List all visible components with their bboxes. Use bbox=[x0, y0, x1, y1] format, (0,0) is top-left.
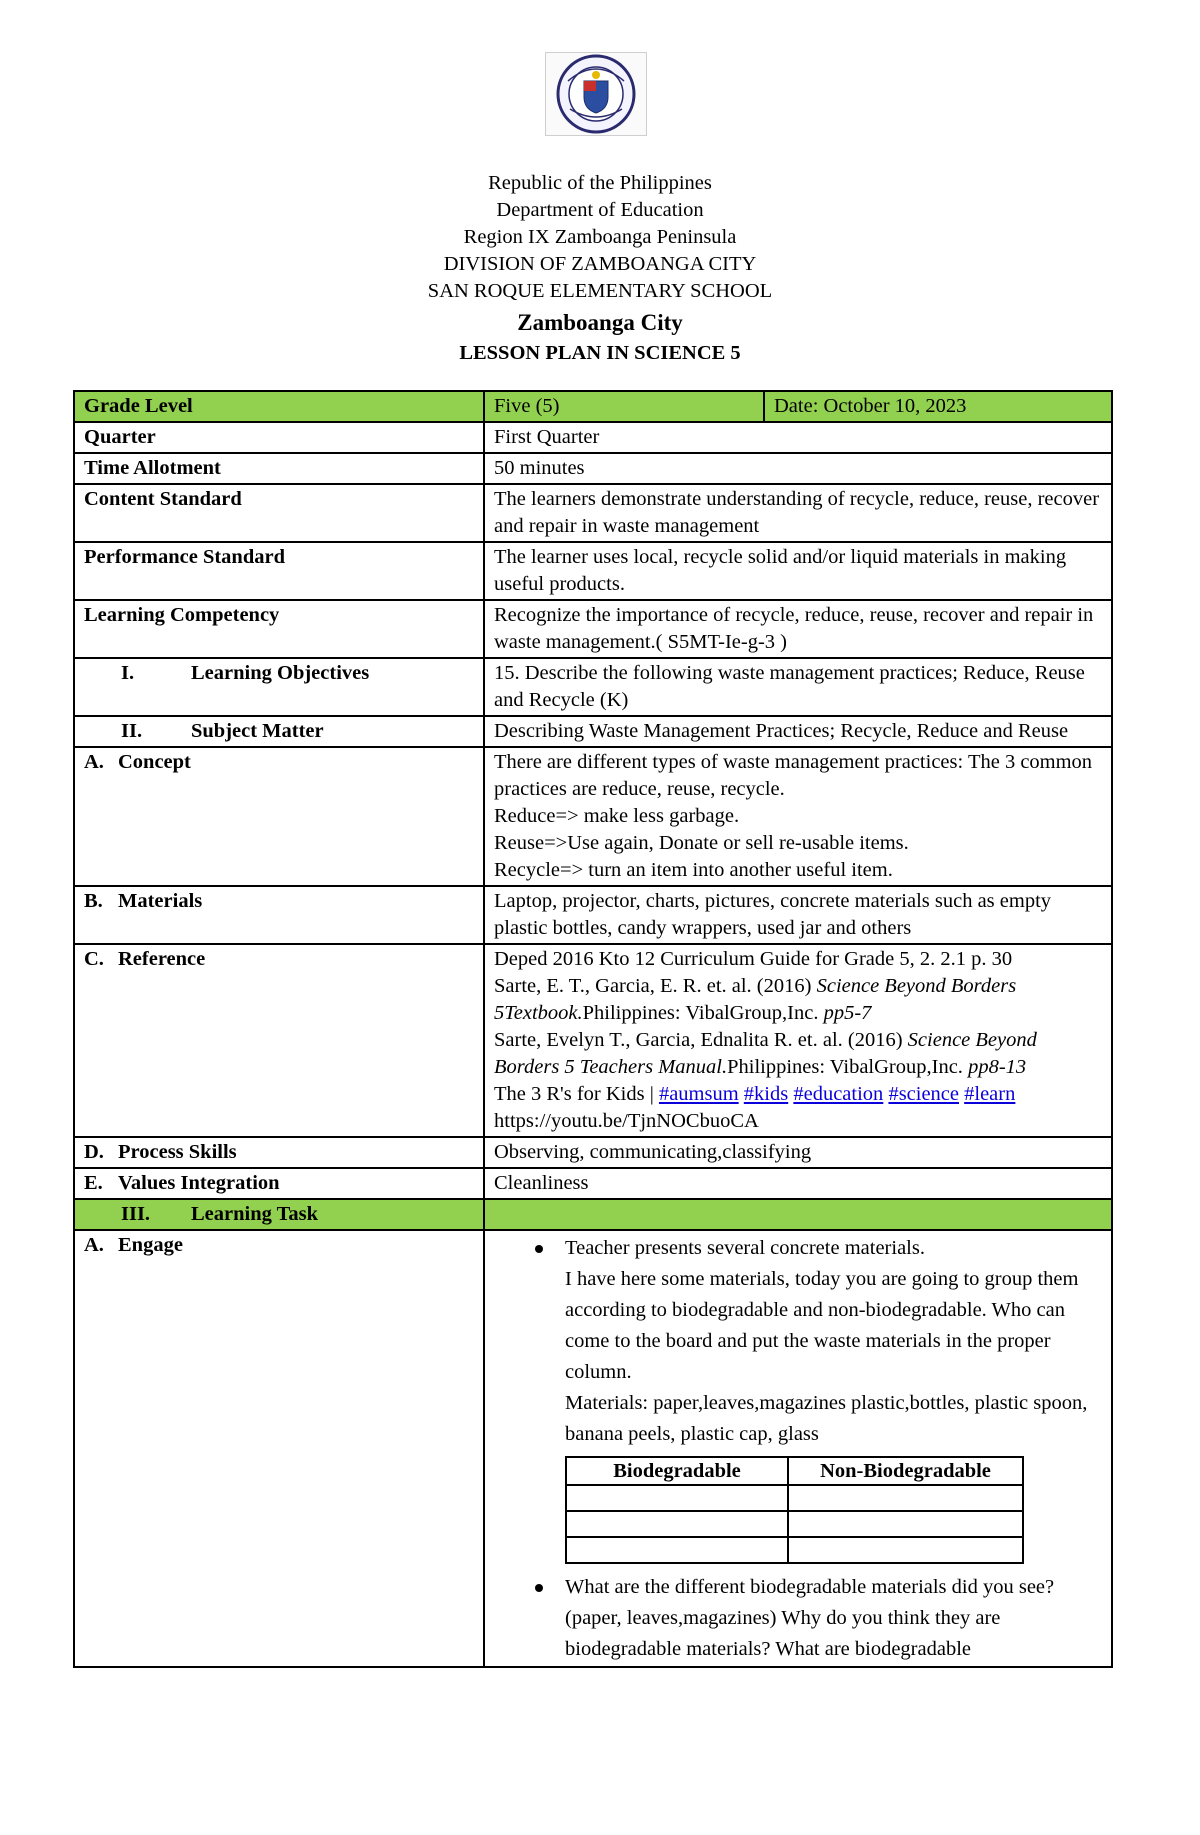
section-number: I. bbox=[121, 662, 135, 684]
hashtag-link-aumsum[interactable]: #aumsum bbox=[658, 1083, 739, 1105]
reference-video bbox=[494, 1081, 1102, 1108]
engage-line: Materials: paper,leaves,magazines plastic,bottles, plastic spoon, banana peels, plastic cap, glass bbox=[565, 1392, 1088, 1445]
document-header bbox=[0, 170, 1200, 367]
quarter-value: First Quarter bbox=[484, 422, 1112, 453]
process-skills-value: Observing, communicating,classifying bbox=[484, 1137, 1112, 1168]
ref-authors: Sarte, E. T., Garcia, E. R. et. al. (2016) bbox=[494, 975, 817, 997]
quarter-label: Quarter bbox=[74, 422, 484, 453]
reference-value bbox=[484, 944, 1112, 1137]
ref-publisher: Philippines: VibalGroup,Inc. bbox=[727, 1056, 969, 1078]
sorting-table-header bbox=[566, 1457, 1023, 1485]
engage-bullet-list bbox=[494, 1233, 1102, 1665]
sorting-table bbox=[565, 1456, 1024, 1564]
video-title: The 3 R's for Kids | bbox=[494, 1083, 659, 1105]
section-title: Learning Task bbox=[191, 1203, 319, 1225]
concept-line: Recycle=> turn an item into another useful item. bbox=[494, 859, 893, 881]
content-standard-value: The learners demonstrate understanding of recycle, reduce, reuse, recover and repair in waste management bbox=[484, 484, 1112, 542]
hashtag-link-learn[interactable]: #learn bbox=[964, 1083, 1016, 1105]
row-learning-competency bbox=[74, 600, 1112, 658]
subject-matter-label bbox=[74, 716, 484, 747]
empty-cell bbox=[788, 1485, 1023, 1511]
subsection-title: Reference bbox=[118, 948, 206, 970]
hashtag-link-education[interactable]: #education bbox=[793, 1083, 884, 1105]
engage-label bbox=[74, 1230, 484, 1667]
row-content-standard bbox=[74, 484, 1112, 542]
materials-value: Laptop, projector, charts, pictures, concrete materials such as empty plastic bottles, candy wrappers, used jar and others bbox=[484, 886, 1112, 944]
empty-cell bbox=[566, 1537, 788, 1563]
subsection-letter: E. bbox=[84, 1172, 103, 1194]
content-standard-label: Content Standard bbox=[74, 484, 484, 542]
row-subject-matter bbox=[74, 716, 1112, 747]
ref-pages: pp5-7 bbox=[823, 1002, 872, 1024]
row-concept bbox=[74, 747, 1112, 886]
values-integration-value: Cleanliness bbox=[484, 1168, 1112, 1199]
empty-cell bbox=[788, 1537, 1023, 1563]
learning-objectives-value: 15. Describe the following waste management practices; Reduce, Reuse and Recycle (K) bbox=[484, 658, 1112, 716]
row-time-allotment bbox=[74, 453, 1112, 484]
bullet-icon bbox=[535, 1245, 543, 1253]
row-quarter bbox=[74, 422, 1112, 453]
reference-curriculum-guide: Deped 2016 Kto 12 Curriculum Guide for Grade 5, 2. 2.1 p. 30 bbox=[494, 948, 1013, 970]
subsection-letter: A. bbox=[84, 751, 104, 773]
empty-cell bbox=[566, 1511, 788, 1537]
subsection-letter: A. bbox=[84, 1234, 104, 1256]
grade-level-value: Five (5) bbox=[484, 391, 764, 422]
learning-objectives-label bbox=[74, 658, 484, 716]
bullet-icon bbox=[535, 1584, 543, 1592]
row-learning-objectives bbox=[74, 658, 1112, 716]
row-engage bbox=[74, 1230, 1112, 1667]
performance-standard-label: Performance Standard bbox=[74, 542, 484, 600]
hashtag-link-science[interactable]: #science bbox=[888, 1083, 960, 1105]
performance-standard-value: The learner uses local, recycle solid and/or liquid materials in making useful products. bbox=[484, 542, 1112, 600]
concept-line: There are different types of waste management practices: The 3 common practices are reduce, reuse, recycle. bbox=[494, 751, 1093, 800]
learning-task-value bbox=[484, 1199, 1112, 1230]
hashtag-link-kids[interactable]: #kids bbox=[743, 1083, 789, 1105]
header-line-republic: Republic of the Philippines bbox=[488, 172, 712, 194]
ref-pages: pp8-13 bbox=[968, 1056, 1027, 1078]
table-row bbox=[566, 1537, 1023, 1563]
section-number: II. bbox=[121, 720, 143, 742]
reference-teachers-manual bbox=[494, 1027, 1102, 1081]
header-line-school: SAN ROQUE ELEMENTARY SCHOOL bbox=[427, 280, 773, 302]
date-value: Date: October 10, 2023 bbox=[764, 391, 1112, 422]
learning-competency-label: Learning Competency bbox=[74, 600, 484, 658]
subsection-title: Concept bbox=[118, 751, 191, 773]
time-allotment-label: Time Allotment bbox=[74, 453, 484, 484]
section-title: Subject Matter bbox=[191, 720, 324, 742]
process-skills-label bbox=[74, 1137, 484, 1168]
empty-cell bbox=[566, 1485, 788, 1511]
row-process-skills bbox=[74, 1137, 1112, 1168]
row-reference bbox=[74, 944, 1112, 1137]
list-item bbox=[494, 1233, 1102, 1564]
engage-content bbox=[484, 1230, 1112, 1667]
row-values-integration bbox=[74, 1168, 1112, 1199]
engage-question: What are the different biodegradable materials did you see? (paper, leaves,magazines) Why do you think they are biodegradable materials? What are biodegradable bbox=[565, 1576, 1055, 1660]
header-line-department: Department of Education bbox=[496, 199, 704, 221]
ref-title: Science Beyond Borders 5 Teachers Manual. bbox=[494, 1029, 1037, 1078]
subsection-letter: C. bbox=[84, 948, 104, 970]
learning-competency-value: Recognize the importance of recycle, reduce, reuse, recover and repair in waste management.( S5MT-Ie-g-3 ) bbox=[484, 600, 1112, 658]
row-materials bbox=[74, 886, 1112, 944]
concept-value bbox=[484, 747, 1112, 886]
section-title: Learning Objectives bbox=[191, 662, 370, 684]
materials-label bbox=[74, 886, 484, 944]
subject-matter-value: Describing Waste Management Practices; Recycle, Reduce and Reuse bbox=[484, 716, 1112, 747]
header-line-region: Region IX Zamboanga Peninsula bbox=[463, 226, 737, 248]
row-performance-standard bbox=[74, 542, 1112, 600]
biodegradable-header: Biodegradable bbox=[566, 1457, 788, 1485]
row-learning-task bbox=[74, 1199, 1112, 1230]
time-allotment-value: 50 minutes bbox=[484, 453, 1112, 484]
subsection-title: Process Skills bbox=[118, 1141, 237, 1163]
video-url: https://youtu.be/TjnNOCbuoCA bbox=[494, 1110, 759, 1132]
header-line-division: DIVISION OF ZAMBOANGA CITY bbox=[443, 253, 757, 275]
concept-line: Reduce=> make less garbage. bbox=[494, 805, 740, 827]
reference-label bbox=[74, 944, 484, 1137]
table-row bbox=[566, 1485, 1023, 1511]
row-grade-level bbox=[74, 391, 1112, 422]
section-number: III. bbox=[121, 1203, 151, 1225]
values-integration-label bbox=[74, 1168, 484, 1199]
concept-label bbox=[74, 747, 484, 886]
subsection-letter: B. bbox=[84, 890, 103, 912]
ref-publisher: Philippines: VibalGroup,Inc. bbox=[582, 1002, 824, 1024]
deped-seal-logo bbox=[545, 52, 647, 136]
engage-line: I have here some materials, today you are going to group them according to biodegradable and non-biodegradable. Who can come to the board and put the waste materials in the proper column. bbox=[565, 1268, 1079, 1383]
list-item bbox=[494, 1572, 1102, 1665]
learning-task-label bbox=[74, 1199, 484, 1230]
reference-textbook bbox=[494, 973, 1102, 1027]
table-row bbox=[566, 1511, 1023, 1537]
non-biodegradable-header: Non-Biodegradable bbox=[788, 1457, 1023, 1485]
engage-line: Teacher presents several concrete materials. bbox=[565, 1237, 925, 1259]
seal-icon bbox=[546, 53, 646, 135]
lesson-plan-table bbox=[73, 390, 1113, 1668]
header-city: Zamboanga City bbox=[517, 310, 683, 335]
ref-title: Science Beyond Borders 5Textbook. bbox=[494, 975, 1017, 1024]
ref-authors: Sarte, Evelyn T., Garcia, Ednalita R. et. al. (2016) bbox=[494, 1029, 908, 1051]
subsection-title: Engage bbox=[118, 1234, 183, 1256]
subsection-title: Materials bbox=[118, 890, 203, 912]
lesson-plan-title: LESSON PLAN IN SCIENCE 5 bbox=[459, 342, 741, 364]
subsection-letter: D. bbox=[84, 1141, 104, 1163]
concept-line: Reuse=>Use again, Donate or sell re-usable items. bbox=[494, 832, 909, 854]
grade-level-label: Grade Level bbox=[74, 391, 484, 422]
empty-cell bbox=[788, 1511, 1023, 1537]
subsection-title: Values Integration bbox=[118, 1172, 280, 1194]
